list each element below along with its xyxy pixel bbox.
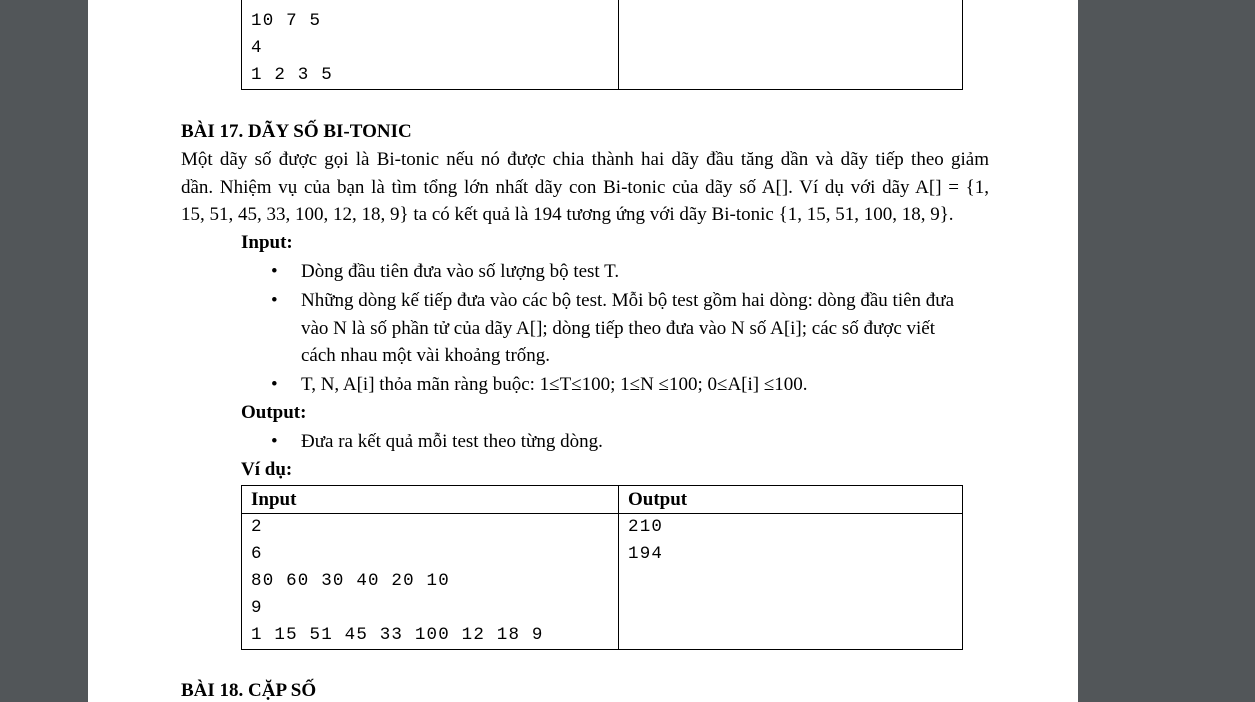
problem-17-title: BÀI 17. DÃY SỐ BI-TONIC [181, 121, 412, 142]
bullet-line: Đưa ra kết quả mỗi test theo từng dòng. [301, 431, 603, 452]
output-label: Output: [241, 402, 307, 423]
example-table [241, 485, 963, 650]
description-line: dần. Nhiệm vụ của bạn là tìm tổng lớn nhất dãy con Bi-tonic của dãy số A[]. Ví dụ với dãy A[] = {1, [181, 176, 989, 198]
example-label: Ví dụ: [241, 459, 293, 480]
example-output-cell [619, 514, 963, 650]
table-row [242, 0, 963, 90]
example-input-cell [242, 514, 619, 650]
example-input-line: 2 [251, 517, 263, 537]
bullet-line: vào N là số phần tử của dãy A[]; dòng tiếp theo đưa vào N số A[i]; các số được viết [301, 317, 936, 339]
bullet-line: Những dòng kế tiếp đưa vào các bộ test. Mỗi bộ test gồm hai dòng: dòng đầu tiên đưa [301, 290, 955, 311]
problem-18-title: BÀI 18. CẶP SỐ [181, 680, 317, 701]
table-row [242, 514, 963, 650]
bullet-glyph: • [271, 431, 278, 452]
document-page [88, 0, 1078, 702]
bullet-glyph: • [271, 290, 278, 311]
example-output-line: 210 [628, 517, 664, 537]
bullet-line: cách nhau một vài khoảng trống. [301, 345, 551, 366]
input-bullet-1 [301, 258, 985, 286]
prev-output-cell [619, 0, 963, 90]
example-output-line: 194 [628, 544, 664, 564]
prev-input-line: 4 [251, 38, 263, 58]
prev-input-cell [242, 0, 619, 90]
input-bullet-3 [301, 371, 985, 399]
prev-input-line [251, 0, 609, 8]
example-input-line: 80 60 30 40 20 10 [251, 571, 450, 591]
prev-input-line: 1 2 3 5 [251, 65, 333, 85]
prev-input-line: 10 7 5 [251, 11, 322, 31]
example-input-header: Input [242, 486, 619, 514]
example-output-header: Output [619, 486, 963, 514]
table-header-row [242, 486, 963, 514]
bullet-glyph: • [271, 261, 278, 282]
description-line: Một dãy số được gọi là Bi-tonic nếu nó được chia thành hai dãy đầu tăng dần và dãy tiếp theo giảm [181, 149, 989, 170]
input-bullet-2 [301, 287, 985, 370]
output-bullet-1 [301, 428, 985, 456]
input-label: Input: [241, 232, 293, 253]
example-input-line: 9 [251, 598, 263, 618]
bullet-glyph: • [271, 374, 278, 395]
problem-17-description [181, 146, 989, 229]
bullet-line: T, N, A[i] thỏa mãn ràng buộc: 1≤T≤100; 1≤N ≤100; 0≤A[i] ≤100. [301, 374, 808, 395]
description-line: 15, 51, 45, 33, 100, 12, 18, 9} ta có kết quả là 194 tương ứng với dãy Bi-tonic {1, 15, 51, 100, 18, 9}. [181, 204, 954, 225]
prev-output-line [628, 0, 953, 8]
example-input-line: 1 15 51 45 33 100 12 18 9 [251, 625, 544, 645]
example-input-line: 6 [251, 544, 263, 564]
bullet-line: Dòng đầu tiên đưa vào số lượng bộ test T. [301, 261, 620, 282]
prev-example-table [241, 0, 963, 90]
